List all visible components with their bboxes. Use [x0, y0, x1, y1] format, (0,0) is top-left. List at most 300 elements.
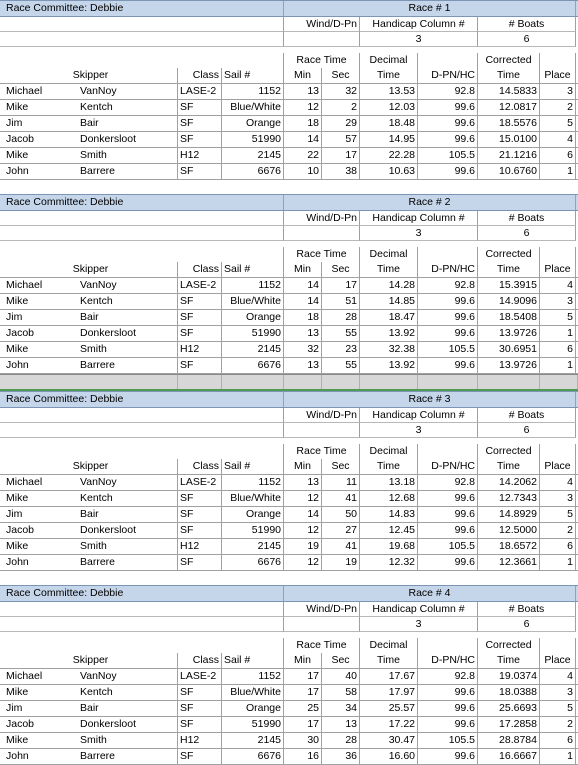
boat-class[interactable]: SF [178, 749, 222, 764]
race-time-min[interactable]: 25 [284, 701, 322, 716]
corrected-time-header[interactable]: Time [478, 262, 540, 277]
skipper-last-name[interactable]: Barrere [78, 749, 178, 764]
band-cell[interactable] [178, 375, 222, 389]
sail-number[interactable]: Orange [222, 507, 284, 522]
skipper-last-name[interactable]: VanNoy [78, 669, 178, 684]
race-time-sec[interactable]: 28 [322, 733, 360, 748]
corrected-time[interactable]: 21.1216 [478, 148, 540, 163]
race-time-sec[interactable]: 38 [322, 164, 360, 179]
min-header[interactable]: Min [284, 459, 322, 474]
place[interactable]: 4 [540, 669, 576, 684]
race-time-header[interactable]: Race Time [284, 444, 360, 459]
class-header[interactable]: Class [178, 68, 222, 83]
wind-dpn-label[interactable]: Wind/D-Pn [284, 408, 360, 423]
race-time-min[interactable]: 17 [284, 717, 322, 732]
boats-value[interactable]: 6 [478, 32, 576, 47]
sail-number[interactable]: 1152 [222, 669, 284, 684]
class-header[interactable]: Class [178, 262, 222, 277]
sail-header[interactable]: Sail # [222, 653, 284, 668]
band-cell[interactable] [478, 375, 540, 389]
skipper-last-name[interactable]: Bair [78, 507, 178, 522]
skipper-last-name[interactable]: Bair [78, 116, 178, 131]
decimal-time[interactable]: 17.67 [360, 669, 418, 684]
skipper-first-name[interactable]: Mike [6, 734, 29, 746]
dpn-handicap[interactable]: 99.6 [418, 555, 478, 570]
place[interactable]: 2 [540, 717, 576, 732]
race-committee-label[interactable]: Race Committee: Debbie [4, 1, 284, 16]
place[interactable]: 3 [540, 685, 576, 700]
boat-class[interactable]: SF [178, 555, 222, 570]
place[interactable]: 1 [540, 164, 576, 179]
skipper-header[interactable]: Skipper [4, 653, 178, 668]
handicap-column-label[interactable]: Handicap Column # [360, 602, 478, 617]
blank-cell[interactable] [0, 602, 284, 617]
skipper-first-name[interactable]: Michael [6, 85, 43, 97]
sail-number[interactable]: Blue/White [222, 294, 284, 309]
boats-value[interactable]: 6 [478, 617, 576, 632]
skipper-first-name[interactable]: Mike [6, 295, 29, 307]
corrected-time[interactable]: 14.8929 [478, 507, 540, 522]
race-time-min[interactable]: 30 [284, 733, 322, 748]
place[interactable]: 3 [540, 491, 576, 506]
skipper-first-name[interactable]: Mike [6, 540, 29, 552]
race-time-min[interactable]: 13 [284, 358, 322, 373]
decimal-time[interactable]: 30.47 [360, 733, 418, 748]
corrected-time[interactable]: 28.8784 [478, 733, 540, 748]
blank-cell[interactable] [0, 638, 284, 653]
race-time-min[interactable]: 17 [284, 685, 322, 700]
corrected-time[interactable]: 15.0100 [478, 132, 540, 147]
race-time-sec[interactable]: 40 [322, 669, 360, 684]
skipper-first-name[interactable]: Jim [6, 311, 23, 323]
sail-number[interactable]: 2145 [222, 539, 284, 554]
corrected-header[interactable]: Corrected [478, 638, 540, 653]
blank-cell[interactable] [418, 53, 478, 68]
race-time-sec[interactable]: 17 [322, 278, 360, 293]
boats-label[interactable]: # Boats [478, 602, 576, 617]
boat-class[interactable]: SF [178, 310, 222, 325]
race-time-min[interactable]: 13 [284, 84, 322, 99]
skipper-first-name[interactable]: Michael [6, 279, 43, 291]
race-time-min[interactable]: 19 [284, 539, 322, 554]
class-header[interactable]: Class [178, 653, 222, 668]
dpn-handicap[interactable]: 99.6 [418, 310, 478, 325]
band-cell[interactable] [418, 375, 478, 389]
decimal-time[interactable]: 12.32 [360, 555, 418, 570]
place-header[interactable]: Place [540, 262, 576, 277]
corrected-time[interactable]: 13.9726 [478, 358, 540, 373]
skipper-first-name[interactable]: Jim [6, 508, 23, 520]
dpn-header[interactable]: D-PN/HC [418, 459, 478, 474]
race-time-sec[interactable]: 41 [322, 539, 360, 554]
skipper-last-name[interactable]: Donkersloot [78, 132, 178, 147]
decimal-time[interactable]: 14.28 [360, 278, 418, 293]
race-time-min[interactable]: 18 [284, 310, 322, 325]
skipper-last-name[interactable]: Donkersloot [78, 717, 178, 732]
sail-number[interactable]: 6676 [222, 749, 284, 764]
place[interactable]: 6 [540, 733, 576, 748]
handicap-column-label[interactable]: Handicap Column # [360, 408, 478, 423]
min-header[interactable]: Min [284, 68, 322, 83]
sail-number[interactable]: 1152 [222, 475, 284, 490]
skipper-last-name[interactable]: Kentch [78, 100, 178, 115]
race-time-sec[interactable]: 23 [322, 342, 360, 357]
boats-value[interactable]: 6 [478, 226, 576, 241]
boat-class[interactable]: SF [178, 523, 222, 538]
skipper-first-name[interactable]: Jim [6, 117, 23, 129]
decimal-header[interactable]: Decimal [360, 444, 418, 459]
sail-number[interactable]: 6676 [222, 164, 284, 179]
blank-cell[interactable] [0, 408, 284, 423]
blank-cell[interactable] [0, 247, 284, 262]
corrected-time-header[interactable]: Time [478, 459, 540, 474]
skipper-first-name[interactable]: John [6, 750, 29, 762]
place[interactable]: 5 [540, 701, 576, 716]
decimal-time[interactable]: 14.83 [360, 507, 418, 522]
decimal-time[interactable]: 10.63 [360, 164, 418, 179]
skipper-last-name[interactable]: Barrere [78, 358, 178, 373]
blank-cell[interactable] [284, 226, 360, 241]
corrected-time[interactable]: 12.3661 [478, 555, 540, 570]
skipper-first-name[interactable]: Jacob [6, 524, 35, 536]
corrected-time[interactable]: 18.5576 [478, 116, 540, 131]
sec-header[interactable]: Sec [322, 68, 360, 83]
race-title[interactable]: Race # 1 [284, 1, 576, 16]
corrected-time[interactable]: 30.6951 [478, 342, 540, 357]
place[interactable]: 6 [540, 539, 576, 554]
skipper-first-name[interactable]: Michael [6, 670, 43, 682]
race-time-min[interactable]: 12 [284, 491, 322, 506]
boat-class[interactable]: LASE-2 [178, 669, 222, 684]
boat-class[interactable]: H12 [178, 733, 222, 748]
dpn-handicap[interactable]: 92.8 [418, 278, 478, 293]
band-cell[interactable] [360, 375, 418, 389]
skipper-first-name[interactable]: Mike [6, 101, 29, 113]
place[interactable]: 5 [540, 116, 576, 131]
decimal-time[interactable]: 13.92 [360, 326, 418, 341]
skipper-first-name[interactable]: Jacob [6, 718, 35, 730]
race-time-min[interactable]: 16 [284, 749, 322, 764]
corrected-time[interactable]: 18.0388 [478, 685, 540, 700]
boat-class[interactable]: H12 [178, 148, 222, 163]
decimal-time[interactable]: 12.45 [360, 523, 418, 538]
race-time-sec[interactable]: 41 [322, 491, 360, 506]
boat-class[interactable]: SF [178, 116, 222, 131]
dpn-handicap[interactable]: 99.6 [418, 717, 478, 732]
race-committee-label[interactable]: Race Committee: Debbie [4, 392, 284, 407]
race-time-sec[interactable]: 55 [322, 358, 360, 373]
corrected-header[interactable]: Corrected [478, 444, 540, 459]
skipper-header[interactable]: Skipper [4, 262, 178, 277]
skipper-first-name[interactable]: John [6, 359, 29, 371]
blank-cell[interactable] [0, 211, 284, 226]
decimal-time[interactable]: 18.48 [360, 116, 418, 131]
corrected-time[interactable]: 18.6572 [478, 539, 540, 554]
dpn-handicap[interactable]: 92.8 [418, 669, 478, 684]
sail-number[interactable]: 1152 [222, 278, 284, 293]
place[interactable]: 1 [540, 358, 576, 373]
decimal-time[interactable]: 14.85 [360, 294, 418, 309]
skipper-first-name[interactable]: Jacob [6, 327, 35, 339]
decimal-time[interactable]: 32.38 [360, 342, 418, 357]
decimal-time[interactable]: 17.97 [360, 685, 418, 700]
sail-number[interactable]: Orange [222, 310, 284, 325]
corrected-time-header[interactable]: Time [478, 653, 540, 668]
blank-cell[interactable] [0, 423, 284, 438]
band-cell[interactable] [540, 375, 578, 389]
place[interactable]: 4 [540, 475, 576, 490]
race-time-min[interactable]: 17 [284, 669, 322, 684]
dpn-handicap[interactable]: 99.6 [418, 701, 478, 716]
decimal-time[interactable]: 13.53 [360, 84, 418, 99]
sail-number[interactable]: 2145 [222, 342, 284, 357]
decimal-time[interactable]: 19.68 [360, 539, 418, 554]
boat-class[interactable]: SF [178, 507, 222, 522]
skipper-last-name[interactable]: Smith [78, 342, 178, 357]
boat-class[interactable]: LASE-2 [178, 475, 222, 490]
place[interactable]: 1 [540, 555, 576, 570]
sail-number[interactable]: 6676 [222, 555, 284, 570]
skipper-header[interactable]: Skipper [4, 459, 178, 474]
handicap-column-value[interactable]: 3 [360, 423, 478, 438]
corrected-header[interactable]: Corrected [478, 247, 540, 262]
place-header[interactable]: Place [540, 459, 576, 474]
skipper-last-name[interactable]: Bair [78, 701, 178, 716]
skipper-last-name[interactable]: VanNoy [78, 84, 178, 99]
dpn-handicap[interactable]: 92.8 [418, 475, 478, 490]
blank-cell[interactable] [0, 617, 284, 632]
handicap-column-value[interactable]: 3 [360, 617, 478, 632]
decimal-time[interactable]: 16.60 [360, 749, 418, 764]
band-cell[interactable] [0, 375, 178, 389]
dpn-handicap[interactable]: 99.6 [418, 132, 478, 147]
place[interactable]: 6 [540, 148, 576, 163]
dpn-handicap[interactable]: 105.5 [418, 539, 478, 554]
corrected-time[interactable]: 19.0374 [478, 669, 540, 684]
corrected-time[interactable]: 12.0817 [478, 100, 540, 115]
handicap-column-value[interactable]: 3 [360, 226, 478, 241]
race-time-sec[interactable]: 34 [322, 701, 360, 716]
blank-cell[interactable] [0, 444, 284, 459]
min-header[interactable]: Min [284, 653, 322, 668]
skipper-first-name[interactable]: Jacob [6, 133, 35, 145]
decimal-time[interactable]: 22.28 [360, 148, 418, 163]
blank-cell[interactable] [0, 226, 284, 241]
place[interactable]: 1 [540, 326, 576, 341]
race-title[interactable]: Race # 2 [284, 195, 576, 210]
race-time-sec[interactable]: 50 [322, 507, 360, 522]
race-time-sec[interactable]: 28 [322, 310, 360, 325]
race-committee-label[interactable]: Race Committee: Debbie [4, 586, 284, 601]
dpn-handicap[interactable]: 99.6 [418, 100, 478, 115]
skipper-last-name[interactable]: Kentch [78, 491, 178, 506]
skipper-last-name[interactable]: Donkersloot [78, 326, 178, 341]
boat-class[interactable]: LASE-2 [178, 278, 222, 293]
blank-cell[interactable] [0, 53, 284, 68]
skipper-first-name[interactable]: John [6, 165, 29, 177]
selected-row-band[interactable] [0, 374, 578, 391]
race-title[interactable]: Race # 3 [284, 392, 576, 407]
boat-class[interactable]: SF [178, 326, 222, 341]
place[interactable]: 4 [540, 132, 576, 147]
race-time-min[interactable]: 13 [284, 326, 322, 341]
boat-class[interactable]: SF [178, 164, 222, 179]
blank-cell[interactable] [0, 17, 284, 32]
sail-number[interactable]: 51990 [222, 523, 284, 538]
boat-class[interactable]: LASE-2 [178, 84, 222, 99]
decimal-header[interactable]: Decimal [360, 638, 418, 653]
dpn-header[interactable]: D-PN/HC [418, 262, 478, 277]
place[interactable]: 6 [540, 342, 576, 357]
decimal-header[interactable]: Decimal [360, 247, 418, 262]
boat-class[interactable]: SF [178, 717, 222, 732]
race-time-min[interactable]: 14 [284, 132, 322, 147]
race-time-sec[interactable]: 19 [322, 555, 360, 570]
dpn-handicap[interactable]: 99.6 [418, 491, 478, 506]
corrected-header[interactable]: Corrected [478, 53, 540, 68]
corrected-time-header[interactable]: Time [478, 68, 540, 83]
race-committee-label[interactable]: Race Committee: Debbie [4, 195, 284, 210]
place[interactable]: 2 [540, 100, 576, 115]
race-time-sec[interactable]: 36 [322, 749, 360, 764]
race-time-header[interactable]: Race Time [284, 247, 360, 262]
decimal-time[interactable]: 13.18 [360, 475, 418, 490]
sail-number[interactable]: 2145 [222, 148, 284, 163]
dpn-handicap[interactable]: 105.5 [418, 148, 478, 163]
corrected-time[interactable]: 18.5408 [478, 310, 540, 325]
decimal-time[interactable]: 12.68 [360, 491, 418, 506]
race-time-min[interactable]: 12 [284, 555, 322, 570]
skipper-header[interactable]: Skipper [4, 68, 178, 83]
boat-class[interactable]: H12 [178, 342, 222, 357]
race-time-min[interactable]: 18 [284, 116, 322, 131]
skipper-first-name[interactable]: John [6, 556, 29, 568]
corrected-time[interactable]: 25.6693 [478, 701, 540, 716]
sail-number[interactable]: Orange [222, 116, 284, 131]
sail-header[interactable]: Sail # [222, 459, 284, 474]
blank-cell[interactable] [418, 444, 478, 459]
sec-header[interactable]: Sec [322, 459, 360, 474]
race-time-min[interactable]: 14 [284, 507, 322, 522]
corrected-time[interactable]: 14.5833 [478, 84, 540, 99]
boats-label[interactable]: # Boats [478, 408, 576, 423]
blank-cell[interactable] [418, 247, 478, 262]
race-time-sec[interactable]: 17 [322, 148, 360, 163]
skipper-last-name[interactable]: Smith [78, 148, 178, 163]
dpn-handicap[interactable]: 99.6 [418, 358, 478, 373]
dpn-handicap[interactable]: 99.6 [418, 749, 478, 764]
skipper-last-name[interactable]: VanNoy [78, 475, 178, 490]
race-time-min[interactable]: 12 [284, 523, 322, 538]
skipper-last-name[interactable]: Donkersloot [78, 523, 178, 538]
race-time-min[interactable]: 13 [284, 475, 322, 490]
boats-value[interactable]: 6 [478, 423, 576, 438]
place[interactable]: 1 [540, 749, 576, 764]
race-time-header[interactable]: Race Time [284, 638, 360, 653]
skipper-first-name[interactable]: Mike [6, 149, 29, 161]
sail-number[interactable]: Orange [222, 701, 284, 716]
time-header[interactable]: Time [360, 459, 418, 474]
race-title[interactable]: Race # 4 [284, 586, 576, 601]
skipper-first-name[interactable]: Mike [6, 343, 29, 355]
skipper-last-name[interactable]: Barrere [78, 555, 178, 570]
place-header[interactable]: Place [540, 653, 576, 668]
skipper-last-name[interactable]: Barrere [78, 164, 178, 179]
race-time-min[interactable]: 14 [284, 294, 322, 309]
min-header[interactable]: Min [284, 262, 322, 277]
race-time-sec[interactable]: 2 [322, 100, 360, 115]
place[interactable]: 3 [540, 84, 576, 99]
place[interactable]: 2 [540, 523, 576, 538]
wind-dpn-label[interactable]: Wind/D-Pn [284, 211, 360, 226]
corrected-time[interactable]: 14.9096 [478, 294, 540, 309]
corrected-time[interactable]: 10.6760 [478, 164, 540, 179]
dpn-handicap[interactable]: 99.6 [418, 523, 478, 538]
skipper-first-name[interactable]: Mike [6, 686, 29, 698]
skipper-first-name[interactable]: Mike [6, 492, 29, 504]
corrected-time[interactable]: 13.9726 [478, 326, 540, 341]
dpn-header[interactable]: D-PN/HC [418, 68, 478, 83]
sail-number[interactable]: 51990 [222, 717, 284, 732]
skipper-last-name[interactable]: Kentch [78, 685, 178, 700]
decimal-time[interactable]: 12.03 [360, 100, 418, 115]
sail-number[interactable]: 2145 [222, 733, 284, 748]
race-time-sec[interactable]: 55 [322, 326, 360, 341]
sail-number[interactable]: 1152 [222, 84, 284, 99]
decimal-time[interactable]: 25.57 [360, 701, 418, 716]
race-time-sec[interactable]: 58 [322, 685, 360, 700]
decimal-time[interactable]: 17.22 [360, 717, 418, 732]
dpn-handicap[interactable]: 99.6 [418, 507, 478, 522]
sec-header[interactable]: Sec [322, 653, 360, 668]
skipper-first-name[interactable]: Michael [6, 476, 43, 488]
skipper-last-name[interactable]: Kentch [78, 294, 178, 309]
race-time-sec[interactable]: 51 [322, 294, 360, 309]
corrected-time[interactable]: 16.6667 [478, 749, 540, 764]
wind-dpn-label[interactable]: Wind/D-Pn [284, 602, 360, 617]
boats-label[interactable]: # Boats [478, 17, 576, 32]
blank-cell[interactable] [284, 423, 360, 438]
place[interactable]: 5 [540, 310, 576, 325]
blank-cell[interactable] [418, 638, 478, 653]
blank-cell[interactable] [0, 32, 284, 47]
corrected-time[interactable]: 15.3915 [478, 278, 540, 293]
race-time-min[interactable]: 14 [284, 278, 322, 293]
sail-number[interactable]: Blue/White [222, 100, 284, 115]
skipper-last-name[interactable]: Smith [78, 539, 178, 554]
decimal-time[interactable]: 14.95 [360, 132, 418, 147]
race-time-min[interactable]: 12 [284, 100, 322, 115]
boat-class[interactable]: H12 [178, 539, 222, 554]
sail-number[interactable]: 6676 [222, 358, 284, 373]
band-cell[interactable] [322, 375, 360, 389]
boat-class[interactable]: SF [178, 100, 222, 115]
race-time-sec[interactable]: 27 [322, 523, 360, 538]
dpn-handicap[interactable]: 105.5 [418, 342, 478, 357]
dpn-handicap[interactable]: 92.8 [418, 84, 478, 99]
place[interactable]: 5 [540, 507, 576, 522]
decimal-header[interactable]: Decimal [360, 53, 418, 68]
dpn-handicap[interactable]: 99.6 [418, 294, 478, 309]
decimal-time[interactable]: 13.92 [360, 358, 418, 373]
race-time-header[interactable]: Race Time [284, 53, 360, 68]
blank-cell[interactable] [284, 32, 360, 47]
race-time-min[interactable]: 10 [284, 164, 322, 179]
dpn-handicap[interactable]: 105.5 [418, 733, 478, 748]
time-header[interactable]: Time [360, 68, 418, 83]
blank-cell[interactable] [540, 247, 576, 262]
sail-header[interactable]: Sail # [222, 68, 284, 83]
